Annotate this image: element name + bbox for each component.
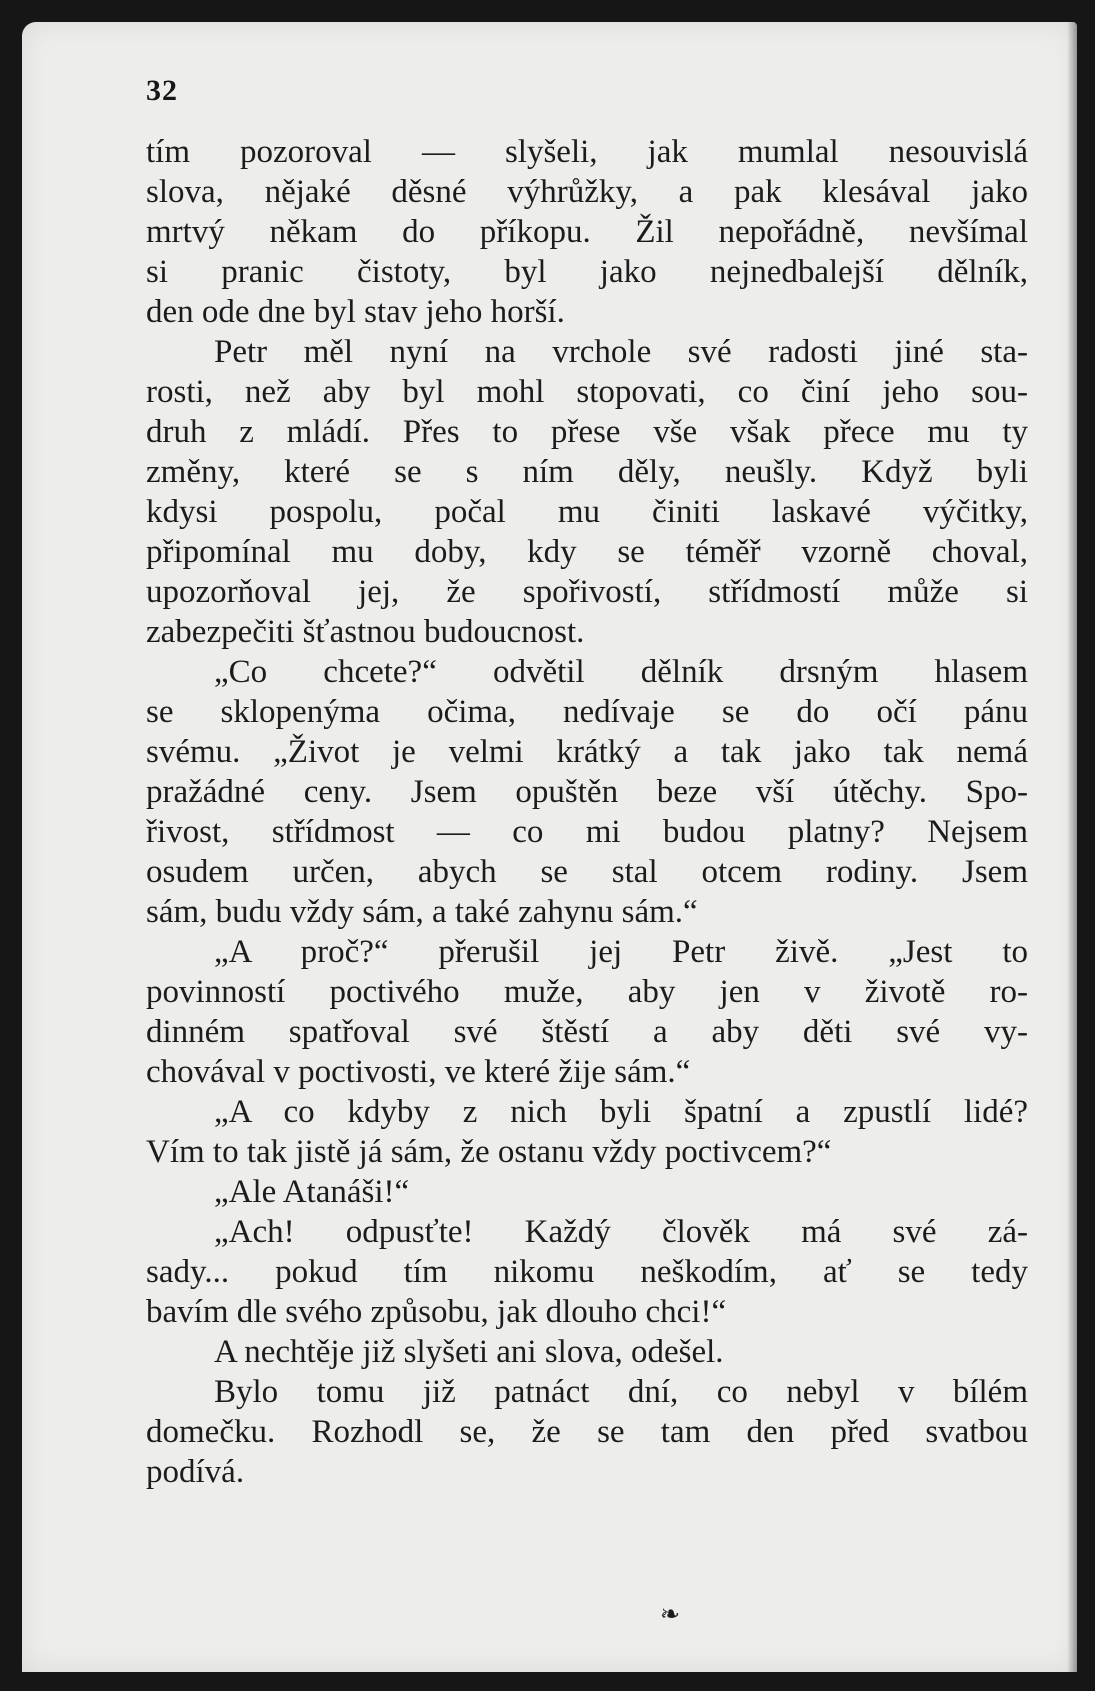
text-line: „Ach! odpusťte! Každý člověk má své zá- (214, 1214, 1028, 1250)
text-line: povinností poctivého muže, aby jen v životě ro- (146, 974, 1028, 1010)
page-number: 32 (146, 74, 178, 107)
text-line: Vím to tak jistě já sám, že ostanu vždy poctivcem?“ (146, 1134, 832, 1170)
text-line: pražádné ceny. Jsem opuštěn beze vší útěchy. Spo- (146, 774, 1028, 810)
text-line: dinném spatřoval své štěstí a aby děti své vy- (146, 1014, 1028, 1050)
text-line: upozorňoval jej, že spořivostí, střídmostí může si (146, 574, 1028, 610)
text-line: se sklopenýma očima, nedívaje se do očí pánu (146, 694, 1028, 730)
text-line: druh z mládí. Přes to přese vše však přece mu ty (146, 414, 1028, 450)
text-line: svému. „Život je velmi krátký a tak jako tak nemá (146, 734, 1028, 770)
text-line: Petr měl nyní na vrchole své radosti jiné sta- (214, 334, 1028, 370)
text-line: připomínal mu doby, kdy se téměř vzorně choval, (146, 534, 1028, 570)
text-line: řivost, střídmost — co mi budou platny? Nejsem (146, 814, 1028, 850)
body-text (146, 132, 1028, 1492)
text-line: si pranic čistoty, byl jako nejnedbalejší dělník, (146, 254, 1028, 290)
text-line: osudem určen, abych se stal otcem rodiny. Jsem (146, 854, 1028, 890)
text-line: „A proč?“ přerušil jej Petr živě. „Jest to (214, 934, 1028, 970)
text-line: „Co chcete?“ odvětil dělník drsným hlasem (214, 654, 1028, 690)
text-line: Bylo tomu již patnáct dní, co nebyl v bílém (214, 1374, 1028, 1410)
text-line: sady... pokud tím nikomu neškodím, ať se tedy (146, 1254, 1028, 1290)
text-line: „Ale Atanáši!“ (214, 1174, 410, 1210)
text-line: den ode dne byl stav jeho horší. (146, 294, 565, 330)
text-line: sám, budu vždy sám, a také zahynu sám.“ (146, 894, 698, 930)
text-line: slova, nějaké děsné výhrůžky, a pak klesával jako (146, 174, 1028, 210)
text-line: zabezpečiti šťastnou budoucnost. (146, 614, 585, 650)
text-line: rosti, než aby byl mohl stopovati, co činí jeho sou- (146, 374, 1028, 410)
text-line: změny, které se s ním děly, neušly. Když byli (146, 454, 1028, 490)
end-ornament: ❧ (660, 1602, 681, 1628)
text-line: domečku. Rozhodl se, že se tam den před svatbou (146, 1414, 1028, 1450)
text-line: chovával v poctivosti, ve které žije sám.“ (146, 1054, 691, 1090)
text-line: A nechtěje již slyšeti ani slova, odešel. (214, 1334, 724, 1370)
text-line: podívá. (146, 1454, 245, 1490)
text-line: tím pozoroval — slyšeli, jak mumlal nesouvislá (146, 134, 1028, 170)
text-line: mrtvý někam do příkopu. Žil nepořádně, nevšímal (146, 214, 1028, 250)
text-line: „A co kdyby z nich byli špatní a zpustlí lidé? (214, 1094, 1028, 1130)
text-line: kdysi pospolu, počal mu činiti laskavé výčitky, (146, 494, 1028, 530)
book-page (22, 22, 1077, 1672)
text-line: bavím dle svého způsobu, jak dlouho chci!“ (146, 1294, 727, 1330)
